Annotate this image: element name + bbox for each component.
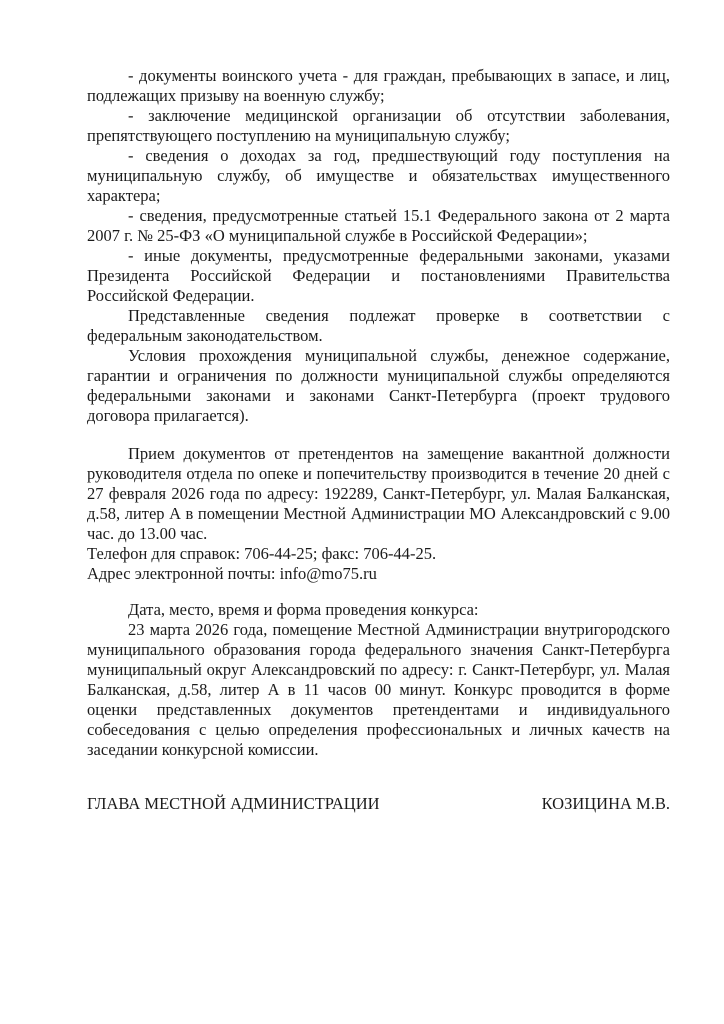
signature-name: КОЗИЦИНА М.В. [541,794,670,813]
para-document-submission: Прием документов от претендентов на замещение вакантной должности руководителя отдела по опеке и попечительству производится в течение 20 дней с 27 февраля 2026 года по адресу: 192289, Санкт-Петербург, ул. Малая Балканская, д.58, литер А в помещении Местной Администрации МО Александровский с 9.00 час. до 13.00 час. [87,444,670,543]
para-contest-details: 23 марта 2026 года, помещение Местной Администрации внутригородского муниципального образования города федерального значения Санкт-Петербурга муниципальный округ Александровский по адресу: г. Санкт-Петербург, ул. Малая Балканская, д.58, литер А в 11 часов 00 минут. Конкурс проводится в форме оценки представленных документов претендентами и индивидуального собеседования с целью определения профессиональных и личных качеств на заседании конкурсной комиссии. [87,620,670,759]
para-contest-heading: Дата, место, время и форма проведения конкурса: [128,600,479,619]
para-income-info: - сведения о доходах за год, предшествующий году поступления на муниципальную службу, об имуществе и обязательствах имущественного характера; [87,146,670,205]
para-article-15-1: - сведения, предусмотренные статьей 15.1 Федерального закона от 2 марта 2007 г. № 25-ФЗ «О муниципальной службе в Российской Федерации»; [87,206,670,245]
para-medical-certificate: - заключение медицинской организации об отсутствии заболевания, препятствующего поступлению на муниципальную службу; [87,106,670,145]
para-verification: Представленные сведения подлежат проверке в соответствии с федеральным законодательством. [87,306,670,345]
para-phone: Телефон для справок: 706-44-25; факс: 706-44-25. [87,544,437,563]
para-service-conditions: Условия прохождения муниципальной службы, денежное содержание, гарантии и ограничения по должности муниципальной службы определяются федеральными законами и законами Санкт-Петербурга (проект трудового договора прилагается). [87,346,670,425]
para-other-documents: - иные документы, предусмотренные федеральными законами, указами Президента Российской Федерации и постановлениями Правительства Российской Федерации. [87,246,670,305]
signature-title: ГЛАВА МЕСТНОЙ АДМИНИСТРАЦИИ [87,794,380,813]
para-email: Адрес электронной почты: info@mo75.ru [87,564,377,583]
signature-row [87,794,670,814]
para-military-records: - документы воинского учета - для граждан, пребывающих в запасе, и лиц, подлежащих призыву на военную службу; [87,66,670,105]
